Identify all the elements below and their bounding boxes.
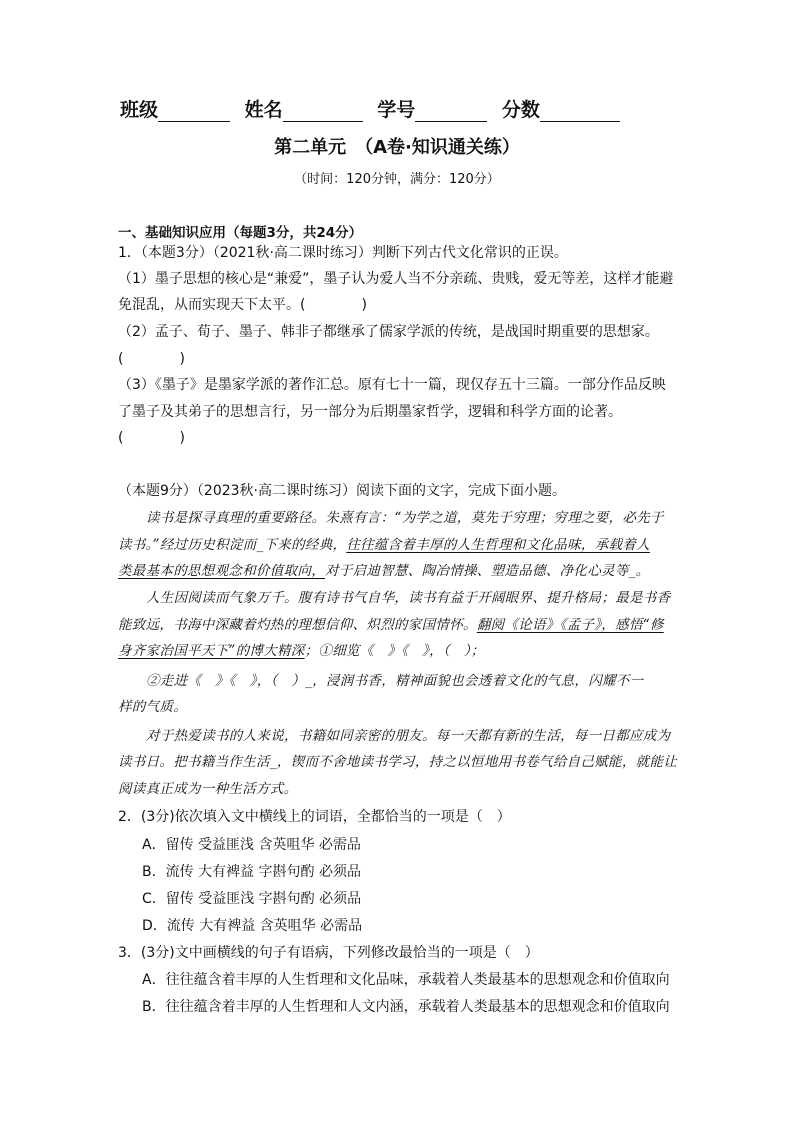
student-info-header: [120, 98, 628, 122]
q1-item-3-line-1: （3）《墨子》是墨家学派的著作汇总。原有七十一篇，现仅存五十三篇。一部分作品反映: [118, 377, 666, 393]
q1-item-1-line-1: （1）墨子思想的核心是“兼爱”，墨子认为爱人当不分亲疏、贵贱，爱无等差，这样才能避: [118, 271, 674, 287]
passage-p3-line-2: 读书日。把书籍当作生活_，锲而不舍地读书学习，持之以恒地用书卷气给自己赋能，就能让: [118, 754, 678, 770]
passage-p3-line-1: 对于热爱读书的人来说，书籍如同亲密的朋友。每一天都有新的生活，每一日都应成为: [146, 728, 671, 744]
name-label: 姓名: [244, 99, 283, 121]
passage-p3-line-3: 阅读真正成为一种生活方式。: [118, 781, 298, 797]
q1-item-1-line-2: 免混乱，从而实现天下太平。( ): [118, 297, 367, 313]
q2-option-c[interactable]: C．留传 受益匪浅 字斟句酌 必须品: [142, 891, 362, 907]
passage-text: ；①细览《 》《 》，（ ）；: [304, 643, 485, 659]
q1-item-3-line-2: 了墨子及其弟子的思想言行，另一部分为后期墨家哲学，逻辑和科学方面的论著。: [118, 404, 622, 420]
passage-p1-line-2: [118, 535, 650, 555]
q1-item-2-answer: ( ): [118, 351, 185, 367]
q1-item-2-line-1: （2）孟子、荀子、墨子、韩非子都继承了儒家学派的传统，是战国时期重要的思想家。: [118, 324, 659, 340]
passage-text: 能致远，书海中深藏着灼热的理想信仰、炽烈的家国情怀。: [118, 617, 477, 633]
student-id-label: 学号: [377, 99, 416, 121]
passage-p2-line-1: 人生因阅读而气象万千。腹有诗书气自华，读书有益于开阔眼界、提升格局；最是书香: [146, 590, 671, 606]
underlined-sentence: 翻阅《论语》《孟子》，感悟“修: [476, 617, 664, 633]
passage-text: 读书。”经过历史积淀而_下来的经典，: [118, 537, 347, 553]
student-id-blank[interactable]: [415, 101, 487, 122]
question-3-stem: 3．(3分)文中画横线的句子有语病，下列修改最恰当的一项是（ ）: [118, 945, 539, 961]
q3-option-b[interactable]: B．往往蕴含着丰厚的人生哲理和人文内涵，承载着人类最基本的思想观念和价值取向: [142, 999, 670, 1015]
passage-p1-line-1: 读书是探寻真理的重要路径。朱熹有言：“为学之道，莫先于穷理；穷理之要，必先于: [146, 510, 664, 526]
question-2-stem: 2．(3分)依次填入文中横线上的词语，全都恰当的一项是（ ）: [118, 809, 511, 825]
name-blank[interactable]: [283, 101, 363, 122]
class-blank[interactable]: [158, 101, 230, 122]
q2-option-a[interactable]: A．留传 受益匪浅 含英咀华 必需品: [142, 837, 361, 853]
passage-intro: （本题9分）（2023秋·高二课时练习）阅读下面的文字，完成下面小题。: [118, 483, 566, 499]
q2-option-b[interactable]: B．流传 大有裨益 字斟句酌 必须品: [142, 864, 361, 880]
q1-item-3-answer: ( ): [118, 430, 185, 446]
q2-option-d[interactable]: D．流传 大有裨益 含英咀华 必需品: [142, 918, 363, 934]
score-blank[interactable]: [540, 101, 620, 122]
passage-text: 对于启迪智慧、陶冶情操、塑造品德、净化心灵等_。: [325, 563, 650, 579]
section-heading: 一、基础知识应用（每题3分，共24分）: [118, 225, 363, 241]
q3-option-a[interactable]: A．往往蕴含着丰厚的人生哲理和文化品味，承载着人类最基本的思想观念和价值取向: [142, 972, 670, 988]
underlined-sentence: 类最基本的思想观念和价值取向，: [118, 563, 325, 579]
passage-p2-line-5: 样的气质。: [118, 699, 187, 715]
passage-p1-line-3: [118, 561, 649, 581]
exam-time-subtitle: （时间：120分钟，满分：120分）: [294, 172, 500, 187]
passage-p2-line-2: [118, 615, 664, 635]
score-label: 分数: [501, 99, 540, 121]
passage-p2-line-4: ②走进《 》《 》，（ ）_，浸润书香，精神面貌也会透着文化的气息，闪耀不一: [146, 673, 644, 689]
page-title: 第二单元 （A卷·知识通关练）: [274, 137, 520, 158]
underlined-sentence: 往往蕴含着丰厚的人生哲理和文化品味，承载着人: [346, 537, 650, 553]
passage-p2-line-3: [118, 641, 485, 661]
class-label: 班级: [120, 99, 159, 121]
underlined-sentence: 身齐家治国平天下”的博大精深: [118, 643, 305, 659]
question-1-stem: 1．（本题3分）（2021秋·高二课时练习）判断下列古代文化常识的正误。: [118, 245, 568, 261]
